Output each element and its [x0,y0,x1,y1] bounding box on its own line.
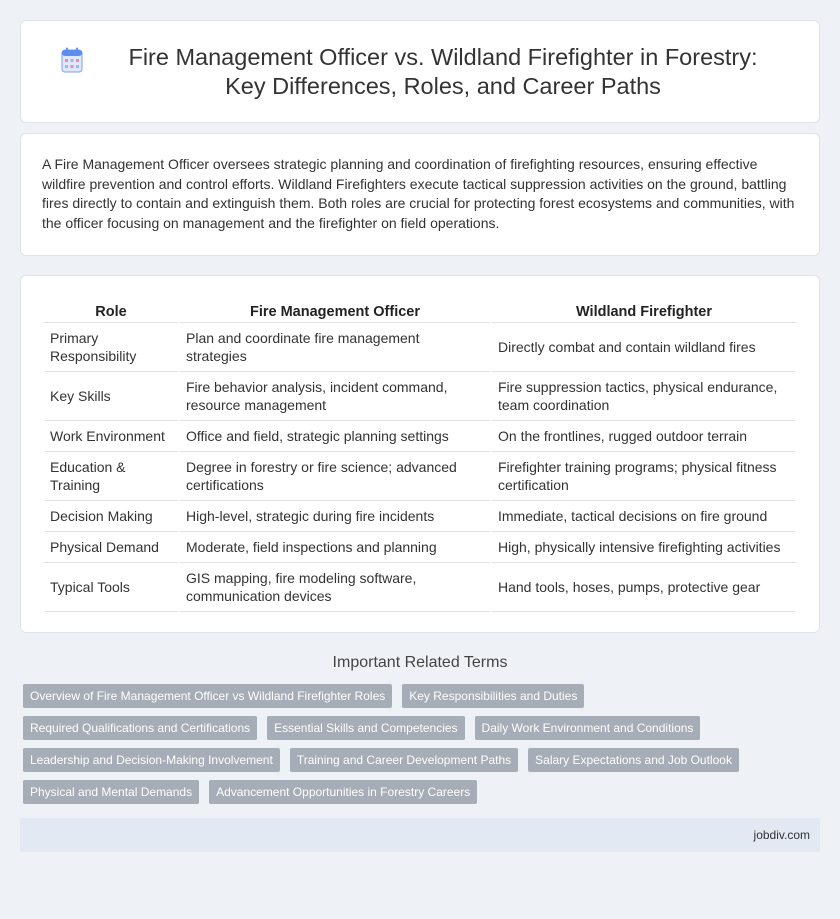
table-row [44,323,796,372]
related-term-tag[interactable]: Leadership and Decision-Making Involvement [23,748,280,772]
table-card [20,275,820,633]
row-label: Primary Responsibility [44,323,178,372]
title-wrap [61,43,779,101]
row-label: Typical Tools [44,563,178,612]
related-term-tag[interactable]: Training and Career Development Paths [290,748,518,772]
related-term-tag[interactable]: Key Responsibilities and Duties [402,684,584,708]
comparison-table [42,298,798,612]
page-title: Fire Management Officer vs. Wildland Firefighter in Forestry: Key Differences, Roles, and Career Paths [128,43,758,99]
related-term-tag[interactable]: Overview of Fire Management Officer vs Wildland Firefighter Roles [23,684,392,708]
related-terms-list [20,684,820,812]
row-label: Work Environment [44,421,178,452]
cell-firefighter: Directly combat and contain wildland fires [492,323,796,372]
related-term-tag[interactable]: Daily Work Environment and Conditions [475,716,701,740]
header-card [20,20,820,123]
row-label: Decision Making [44,501,178,532]
cell-firefighter: On the frontlines, rugged outdoor terrain [492,421,796,452]
header-role: Role [44,298,178,323]
table-row [44,452,796,501]
table-row [44,421,796,452]
intro-text: A Fire Management Officer oversees strategic planning and coordination of firefighting resources, ensuring effective wildfire prevention and control efforts. Wildland Firefighters execute tactical suppression activities on the ground, battling fires directly to contain and extinguish them. Both roles are crucial for protecting forest ecosystems and communities, with the officer focusing on management and the firefighter on field operations. [42,156,795,231]
header-wildland-firefighter: Wildland Firefighter [492,298,796,323]
header-fire-management-officer: Fire Management Officer [180,298,490,323]
cell-officer: High-level, strategic during fire incidents [180,501,490,532]
related-term-tag[interactable]: Required Qualifications and Certifications [23,716,257,740]
related-terms-title: Important Related Terms [332,654,508,671]
cell-officer: Plan and coordinate fire management strategies [180,323,490,372]
cell-firefighter: Immediate, tactical decisions on fire ground [492,501,796,532]
intro-card [20,133,820,256]
table-header-row [44,298,796,323]
cell-officer: Moderate, field inspections and planning [180,532,490,563]
row-label: Education & Training [44,452,178,501]
table-row [44,532,796,563]
cell-officer: Office and field, strategic planning settings [180,421,490,452]
table-row [44,563,796,612]
row-label: Key Skills [44,372,178,421]
table-row [44,501,796,532]
cell-firefighter: High, physically intensive firefighting activities [492,532,796,563]
cell-officer: Fire behavior analysis, incident command, resource management [180,372,490,421]
calendar-grid-icon [61,47,83,73]
footer [20,818,820,852]
cell-firefighter: Fire suppression tactics, physical endurance, team coordination [492,372,796,421]
cell-firefighter: Firefighter training programs; physical fitness certification [492,452,796,501]
cell-officer: GIS mapping, fire modeling software, communication devices [180,563,490,612]
row-label: Physical Demand [44,532,178,563]
footer-site-link[interactable]: jobdiv.com [753,828,810,842]
cell-firefighter: Hand tools, hoses, pumps, protective gear [492,563,796,612]
table-row [44,372,796,421]
cell-officer: Degree in forestry or fire science; advanced certifications [180,452,490,501]
related-term-tag[interactable]: Physical and Mental Demands [23,780,199,804]
related-term-tag[interactable]: Salary Expectations and Job Outlook [528,748,739,772]
related-term-tag[interactable]: Essential Skills and Competencies [267,716,464,740]
related-term-tag[interactable]: Advancement Opportunities in Forestry Careers [209,780,477,804]
